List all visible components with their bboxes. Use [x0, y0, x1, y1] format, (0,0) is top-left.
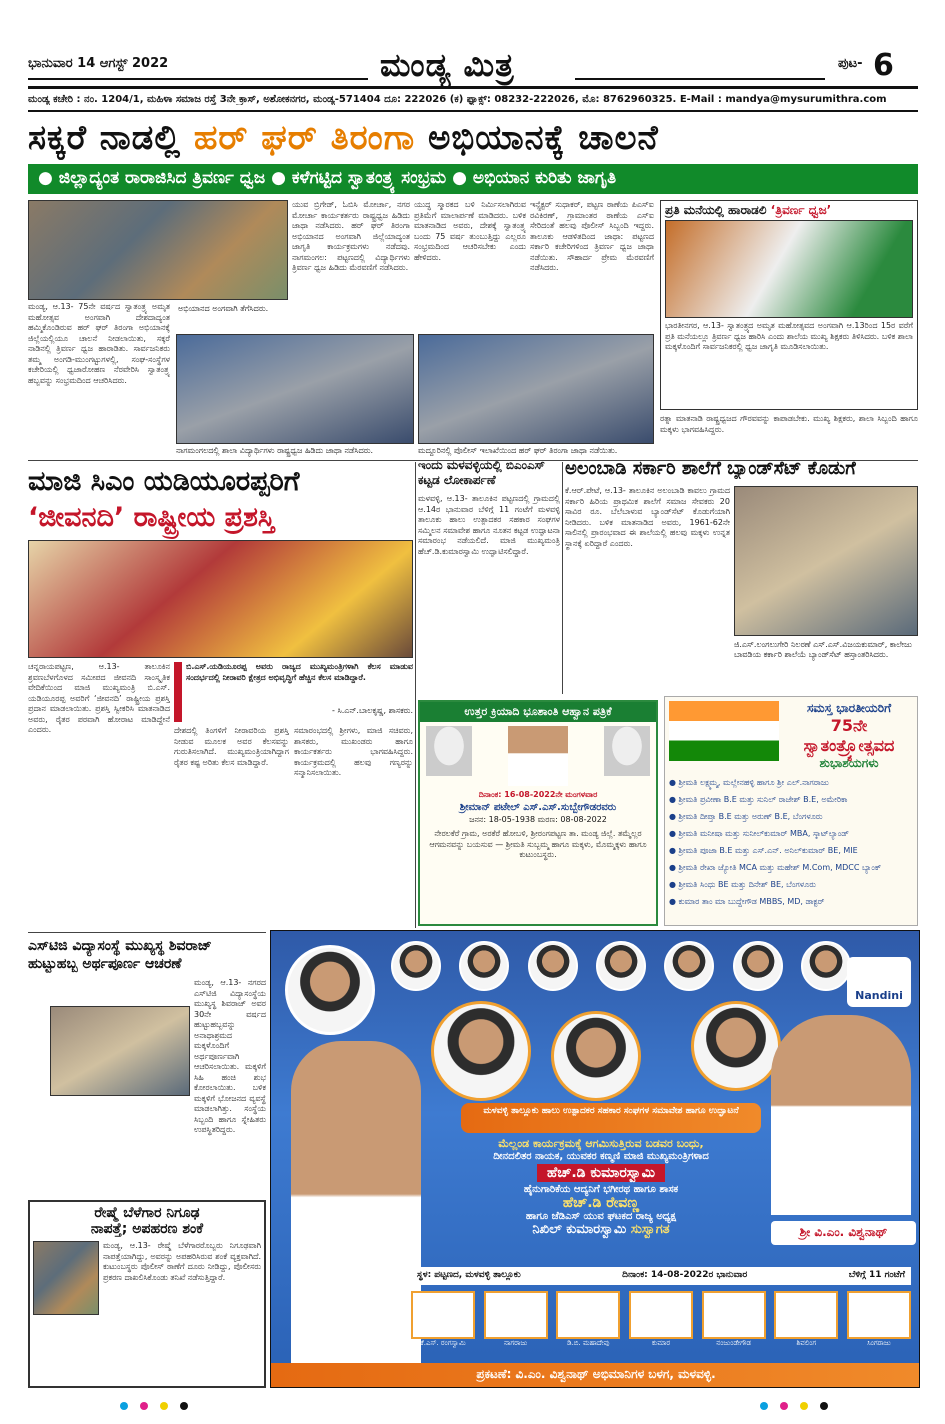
greeting-item: ● ಶ್ರೀಮತಿ ದೀಪ್ತಾ B.E ಮತ್ತು ಅರುಣ್ B.E, ಬೆಂಗಳೂರು [669, 812, 823, 821]
host-portrait [771, 1015, 911, 1215]
greeting-item: ● ಶ್ರೀಮತಿ ಮನೀಷಾ ಮತ್ತು ಸುನೀಲ್‌ಕುಮಾರ್ MBA, ಸ್ಕಾಟ್‌ಲ್ಯಾಂಡ್ [669, 829, 849, 838]
event-time: ಬೆಳಿಗ್ಗೆ 11 ಗಂಟೆಗೆ [848, 1270, 905, 1280]
birthday-headline-2: ಹುಟ್ಟುಹಬ್ಬ ಅರ್ಥಪೂರ್ಣ ಆಚರಣೆ [28, 956, 182, 972]
bsy-headline-1: ಮಾಜಿ ಸಿಎಂ ಯಡಿಯೂರಪ್ಪರಿಗೆ [28, 466, 300, 497]
police-photo [418, 334, 654, 444]
band-set-photo [734, 486, 918, 636]
greetings-ad [664, 696, 918, 926]
flag-box-title-b: ‘ತ್ರಿವರ್ಣ ಧ್ವಜ’ [770, 203, 832, 217]
event-name-3-row [411, 1222, 791, 1237]
greetings-wish: ಶುಭಾಶಯಗಳು [819, 756, 879, 770]
silk-headline-1: ರೇಷ್ಮೆ ಬೆಳೆಗಾರ ನಿಗೂಢ [94, 1205, 200, 1221]
leader-thumb [596, 941, 646, 991]
flag-box [660, 200, 918, 410]
silk-headline-2: ನಾಪತ್ತೆ; ಅಪಹರಣ ಶಂಕೆ [90, 1221, 204, 1237]
ad-footer: ಪ್ರಕಟಣೆ: ವಿ.ಎಂ. ವಿಶ್ವನಾಥ್ ಅಭಿಮಾನಿಗಳ ಬಳಗ, ಮಳವಳ್ಳಿ. [271, 1363, 920, 1387]
memorial-title: ಉತ್ತರ ಕ್ರಿಯಾದಿ ಭೂಶಾಂತಿ ಆಹ್ವಾನ ಪತ್ರಿಕೆ [420, 702, 656, 722]
guest-portrait-2 [551, 1011, 641, 1101]
story-col-3: ಯುದ್ಧ ಸ್ಮಾರಕದ ಬಳಿ ನಿರ್ಮಿಸಲಾಗಿರುವ ಪ್ರತಿಮೆಗೆ ಮಾಲಾರ್ಪಣೆ ಮಾಡಿದರು. ಬಳಿಕ ಮಾತನಾಡಿದ ಅವರು, ದೇಶಕ್ಕೆ ಸ್ವಾತಂತ್ರ್ಯ ಬಂದು 75 ವರ್ಷ ತುಂಬುತ್ತಿದ್ದು ಎಲ್ಲರೂ ಸಂಭ್ರಮದಿಂದ ಆಚರಿಸಬೇಕು ಎಂದು ಹೇಳಿದರು. [414, 200, 526, 262]
award-photo [28, 540, 413, 658]
greeting-item: ● ಶ್ರೀಮತಿ ಪ್ರವೀಣಾ B.E ಮತ್ತು ಸುನಿಲ್ ರಾಜೇಶ್ B.E, ಅಮೇರಿಕಾ [669, 795, 848, 804]
greetings-title: ಸಮಸ್ತ ಭಾರತೀಯರಿಗೆ [806, 701, 892, 715]
masthead-rule-right [575, 78, 825, 80]
silk-farmer-box [28, 1200, 266, 1388]
greeting-item: ● ಶ್ರೀಮತಿ ಪೂಜಾ B.E ಮತ್ತು ಎಸ್.ಎನ್. ಅನಿಲ್‌ಕುಮಾರ್ BE, MIE [669, 846, 858, 855]
event-info-strip [411, 1267, 911, 1285]
organizer: ಕುಮಾರ [629, 1291, 693, 1361]
memorial-dates: ಜನನ: 18-05-1938 ಮರಣ: 08-08-2022 [469, 815, 607, 824]
organizer: ಡಿ.ಬಿ. ಮಹಾದೇವು [556, 1291, 620, 1361]
column-rule [562, 462, 563, 694]
rally-caption: ಅಭಿಯಾನದ ಅಂಗವಾಗಿ ತೆಗೆಸಿದರು. [178, 304, 269, 313]
flag-box-below: ರತ್ನಾ ಮಾತನಾಡಿ ರಾಷ್ಟ್ರಧ್ವಜದ ಗೌರವವನ್ನು ಕಾಪಾಡಬೇಕು. ಮುಖ್ಯ ಶಿಕ್ಷಕರು, ಶಾಲಾ ಸಿಬ್ಬಂದಿ ಹಾಗೂ ಮಕ್ಕಳು ಭಾಗವಹಿಸಿದ್ದರು. [660, 414, 918, 434]
event-name-1: ಹೆಚ್.ಡಿ ಕುಮಾರಸ್ವಾಮಿ [537, 1164, 665, 1182]
flag-box-title-a: ಪ್ರತಿ ಮನೆಯಲ್ಲಿ ಹಾರಾಡಲಿ [665, 203, 771, 217]
event-date: ದಿನಾಂಕ: 14-08-2022ರ ಭಾನುವಾರ [622, 1270, 748, 1280]
office-address: ಮಂಡ್ಯ ಕಚೇರಿ : ನಂ. 1204/1, ಮಹಿಳಾ ಸಮಾಜ ರಸ್ತೆ 3ನೇ ಕ್ರಾಸ್, ಅಶೋಕನಗರ, ಮಂಡ್ಯ-571404 ದೂ: 222026 (ಕ) ಫ್ಯಾಕ್ಸ್: 08232-222026, ಮೊ: 8762960325. E-Mail : mandya@mysurumithra.com [28, 94, 887, 105]
organizer: ನಾಗರಾಜು [484, 1291, 548, 1361]
page-label: ಪುಟ- [838, 56, 863, 71]
organizer: ನಂಜುಂಡೇಗೌಡ [702, 1291, 766, 1361]
story-col-2: ಯುವ ಬ್ರಿಗೇಡ್, ಓಬಿಸಿ ಮೋರ್ಚಾ, ನಗರ ಮೋರ್ಚಾ ಕಾರ್ಯಕರ್ತರು ರಾಷ್ಟ್ರಧ್ವಜ ಹಿಡಿದು ಜಾಥಾ ನಡೆಸಿದರು. ಹರ್ ಘರ್ ತಿರಂಗಾ ಅಭಿಯಾನದ ಅಂಗವಾಗಿ ಜಿಲ್ಲೆಯಾದ್ಯಂತ ಜಾಗೃತಿ ಕಾರ್ಯಕ್ರಮಗಳು ನಡೆದವು. ನಾಗಮಂಗಲ: ಪಟ್ಟಣದಲ್ಲಿ ವಿದ್ಯಾರ್ಥಿಗಳು ತ್ರಿವರ್ಣ ಧ್ವಜ ಹಿಡಿದು ಮೆರವಣಿಗೆ ನಡೆಸಿದರು. [292, 200, 410, 272]
hdk-portrait [291, 1041, 421, 1381]
rally-photo [28, 200, 288, 300]
bsy-headline-2: ‘ಜೀವನದಿ’ ರಾಷ್ಟ್ರೀಯ ಪ್ರಶಸ್ತಿ [28, 502, 275, 533]
print-registration-strip [0, 1400, 945, 1412]
column-rule [415, 462, 416, 928]
story-col-1: ಮಂಡ್ಯ, ಆ.13- 75ನೇ ವರ್ಷದ ಸ್ವಾತಂತ್ರ್ಯ ಅಮೃತ ಮಹೋತ್ಸವ ಅಂಗವಾಗಿ ದೇಶದಾದ್ಯಂತ ಹಮ್ಮಿಕೊಂಡಿರುವ ಹರ್ ಘರ್ ತಿರಂಗಾ ಅಭಿಯಾನಕ್ಕೆ ಜಿಲ್ಲೆಯಲ್ಲಿಯೂ ಚಾಲನೆ ನೀಡಲಾಯಿತು, ಸಕ್ಕರೆ ನಾಡಿನಲ್ಲಿ ತ್ರಿವರ್ಣ ಧ್ವಜ ಹಾರಾಡಿತು. ಸಾರ್ವಜನಿಕರು ತಮ್ಮ ಅಂಗಡಿ-ಮುಂಗಟ್ಟುಗಳಲ್ಲಿ, ಸಂಘ-ಸಂಸ್ಥೆಗಳ ಕಚೇರಿಯಲ್ಲಿ ಧ್ವಜಾರೋಹಣ ನೆರವೇರಿಸಿ ಸ್ವಾತಂತ್ರ್ಯ ಹಬ್ಬವನ್ನು ಸಂಭ್ರಮದಿಂದ ಆಚರಿಸಿದರು. [28, 302, 170, 385]
flag-box-title [661, 201, 917, 220]
bsy-quote: ಬಿ.ಎಸ್.ಯಡಿಯೂರಪ್ಪ ಅವರು ರಾಜ್ಯದ ಮುಖ್ಯಮಂತ್ರಿಗಳಾಗಿ ಕೆಲಸ ಮಾಡುವ ಸಂದರ್ಭದಲ್ಲಿ ನೀರಾವರಿ ಕ್ಷೇತ್ರದ ಅಭಿವೃದ್ಧಿಗೆ ಹೆಚ್ಚಿನ ಕೆಲಸ ಮಾಡಿದ್ದಾರೆ. [186, 662, 413, 682]
bull-icon-left [426, 726, 472, 776]
organizer: ಕೆ.ಎಸ್. ರಂಗಸ್ವಾಮಿ [411, 1291, 475, 1361]
bsy-col-2: ದೇಶದಲ್ಲಿ ತಿಂಗಳಿಗೆ ನೀರಾವರಿಯ ಪ್ರಶಸ್ತಿ ನೀಡುವ ಮೂಲಕ ಅವರ ಕೆಲಸವನ್ನು ಗುರುತಿಸಲಾಗಿದೆ. ಮುಖ್ಯಮಂತ್ರಿಯಾಗಿದ್ದಾಗ ರೈತರ ಕಷ್ಟ ಅರಿತು ಕೆಲಸ ಮಾಡಿದ್ದಾರೆ. [174, 726, 289, 767]
leader-thumb [528, 941, 578, 991]
greeting-item: ● ಶ್ರೀಮತಿ ರೇಖಾ ಜ್ಯೋತಿ MCA ಮತ್ತು ಮಹೇಶ್ M.Com, MDCC ಬ್ಯಾಂಕ್ [669, 863, 882, 872]
leader-thumb [459, 941, 509, 991]
band-set-headline: ಅಲಂಬಾಡಿ ಸರ್ಕಾರಿ ಶಾಲೆಗೆ ಬ್ಯಾಂಡ್‌ಸೆಟ್ ಕೊಡುಗೆ [565, 458, 856, 479]
event-message [411, 1137, 791, 1263]
indian-flag-icon [669, 701, 779, 761]
event-line-4: ಹಾಗೂ ಜೆಡಿಎಸ್ ಯುವ ಘಟಕದ ರಾಜ್ಯ ಅಧ್ಯಕ್ಷ [525, 1211, 677, 1222]
silk-farmer-photo [33, 1241, 99, 1315]
masthead-rule-left [28, 78, 368, 80]
greeting-item: ● ಶ್ರೀಮತಿ ಸಿಂಧು BE ಮತ್ತು ದಿನೇಶ್ BE, ಬೆಂಗಳೂರು [669, 880, 816, 889]
organizer: ಸಿಂಗರಾಜು [847, 1291, 911, 1361]
birthday-text [28, 978, 266, 1200]
bms-text: ಮಳವಳ್ಳಿ, ಆ.13- ತಾಲೂಕಿನ ಪಟ್ಟಣದಲ್ಲಿ ಗ್ರಾಮದಲ್ಲಿ ಆ.14ರ ಭಾನುವಾರ ಬೆಳಿಗ್ಗೆ 11 ಗಂಟೆಗೆ ಮಳವಳ್ಳಿ ತಾಲೂಕು ಹಾಲು ಉತ್ಪಾದಕರ ಸಹಕಾರ ಸಂಘಗಳ ಸಮ್ಮಿಲನ ಸಮಾವೇಶ ಹಾಗೂ ನೂತನ ಕಟ್ಟಡ ಉದ್ಘಾಟನಾ ಸಮಾರಂಭ ನಡೆಯಲಿದೆ. ಮಾಜಿ ಮುಖ್ಯಮಂತ್ರಿ ಹೆಚ್.ಡಿ.ಕುಮಾರಸ್ವಾಮಿ ಉದ್ಘಾಟಿಸಲಿದ್ದಾರೆ. [418, 494, 560, 556]
leader-thumb [391, 941, 441, 991]
host-name: ಶ್ರೀ ವಿ.ಎಂ. ವಿಶ್ವನಾಥ್ [771, 1221, 916, 1245]
event-name-2: ಹೆಚ್.ಡಿ ರೇವಣ್ಣ [562, 1195, 640, 1211]
memorial-portrait [508, 726, 568, 786]
bms-headline: ಇಂದು ಮಳವಳ್ಳಿಯಲ್ಲಿ ಬಿಎಂಎಸ್ ಕಟ್ಟಡ ಲೋಕಾರ್ಪಣೆ [418, 458, 545, 487]
event-band: ಮಳವಳ್ಳಿ ತಾಲ್ಲೂಕು ಹಾಲು ಉತ್ಪಾದಕರ ಸಹಕಾರ ಸಂಘಗಳ ಸಮಾವೇಶ ಹಾಗೂ ಉದ್ಘಾಟನೆ [461, 1103, 761, 1133]
birthday-body: ಮಂಡ್ಯ, ಆ.13- ನಗರದ ಎಸ್‌ಟಿಜಿ ವಿದ್ಯಾಸಂಸ್ಥೆಯ ಮುಖ್ಯಸ್ಥ ಶಿವರಾಜ್ ಅವರ 30ನೇ ವರ್ಷದ ಹುಟ್ಟುಹಬ್ಬವನ್ನು ಅನಾಥಾಶ್ರಮದ ಮಕ್ಕಳೊಂದಿಗೆ ಅರ್ಥಪೂರ್ಣವಾಗಿ ಆಚರಿಸಲಾಯಿತು. ಮಕ್ಕಳಿಗೆ ಸಿಹಿ ಹಂಚಿ ಶುಭ ಕೋರಲಾಯಿತು. ಬಳಿಕ ಮಕ್ಕಳಿಗೆ ಭೋಜನದ ವ್ಯವಸ್ಥೆ ಮಾಡಲಾಗಿತ್ತು. ಸಂಸ್ಥೆಯ ಸಿಬ್ಬಂದಿ ಹಾಗೂ ಸ್ನೇಹಿತರು ಉಪಸ್ಥಿತರಿದ್ದರು. [194, 978, 266, 1134]
greetings-sub: 75ನೇ ಸ್ವಾತಂತ್ರ್ಯೋತ್ಸವದ [803, 716, 895, 755]
bull-icon-right [604, 726, 650, 776]
bsy-col-1: ಚನ್ನರಾಯಪಟ್ಟಣ, ಆ.13- ತಾಲೂಕಿನ ಶ್ರವಣಬೆಳಗೊಳದ ಸಮೀಪದ ಜೀವನದಿ ಸಾಂಸ್ಕೃತಿಕ ವೇದಿಕೆಯಿಂದ ಮಾಜಿ ಮುಖ್ಯಮಂತ್ರಿ ಬಿ.ಎಸ್. ಯಡಿಯೂರಪ್ಪ ಅವರಿಗೆ ‘ಜೀವನದಿ’ ರಾಷ್ಟ್ರೀಯ ಪ್ರಶಸ್ತಿ ಪ್ರದಾನ ಮಾಡಲಾಯಿತು. ಪ್ರಶಸ್ತಿ ಸ್ವೀಕರಿಸಿ ಮಾತನಾಡಿದ ಅವರು, ರೈತರ ಪರವಾಗಿ ಹೋರಾಟ ಮಾಡಿದ್ದೇನೆ ಎಂದರು. [28, 662, 170, 734]
newspaper-logo: ಮಂಡ್ಯ ಮಿತ್ರ [380, 46, 515, 84]
silk-text: ಮಂಡ್ಯ, ಆ.13- ರೇಷ್ಮೆ ಬೆಳೆಗಾರರೊಬ್ಬರು ನಿಗೂಢವಾಗಿ ನಾಪತ್ತೆಯಾಗಿದ್ದು, ಅವರನ್ನು ಅಪಹರಿಸಿರುವ ಶಂಕೆ ವ್ಯಕ್ತವಾಗಿದೆ. ಕುಟುಂಬಸ್ಥರು ಪೊಲೀಸ್ ಠಾಣೆಗೆ ದೂರು ನೀಡಿದ್ದು, ಪೊಲೀಸರು ಪ್ರಕರಣ ದಾಖಲಿಸಿಕೊಂಡು ತನಿಖೆ ನಡೆಸುತ್ತಿದ್ದಾರೆ. [103, 1241, 261, 1282]
flag-box-text: ಭಾರತೀನಗರ, ಆ.13- ಸ್ವಾತಂತ್ರ್ಯದ ಅಮೃತ ಮಹೋತ್ಸವದ ಅಂಗವಾಗಿ ಆ.13ರಿಂದ 15ರ ವರೆಗೆ ಪ್ರತಿ ಮನೆಯಲ್ಲೂ ತ್ರಿವರ್ಣ ಧ್ವಜ ಹಾರಿಸಿ ಎಂದು ಶಾಲೆಯ ಮುಖ್ಯ ಶಿಕ್ಷಕರು ತಿಳಿಸಿದರು. ಬಳಿಕ ಶಾಲಾ ಮಕ್ಕಳೊಂದಿಗೆ ಸಾರ್ವಜನಿಕರಲ್ಲಿ ಧ್ವಜ ಜಾಗೃತಿ ಮೂಡಿಸಲಾಯಿತು. [665, 321, 913, 351]
issue-date: ಭಾನುವಾರ 14 ಆಗಸ್ಟ್ 2022 [28, 56, 169, 71]
greeting-item: ● ಕುಮಾರ ತಾಂ ಮಾ ಬುದ್ದೇಗೌಡ MBBS, MD, ಡಾಕ್ಟರ್ [669, 897, 825, 906]
guest-portrait-3 [691, 1001, 781, 1091]
headline-subbar: ● ಜಿಲ್ಲಾದ್ಯಂತ ರಾರಾಜಿಸಿದ ತ್ರಿವರ್ಣ ಧ್ವಜ ● ಕಳೆಗಟ್ಟಿದ ಸ್ವಾತಂತ್ರ್ಯ ಸಂಭ್ರಮ ● ಅಭಿಯಾನ ಕುರಿತು ಜಾಗೃತಿ [28, 164, 918, 194]
main-headline [28, 118, 918, 158]
police-caption: ಮದ್ದೂರಿನಲ್ಲಿ ಪೊಲೀಸ್ ಇಲಾಖೆಯಿಂದ ಹರ್ ಘರ್ ತಿರಂಗಾ ಜಾಥಾ ನಡೆಯಿತು. [418, 446, 618, 455]
memorial-name: ಶ್ರೀಮಾನ್ ಪಟೇಲ್ ಎಸ್.ಎಸ್.ಸುಬ್ಬೇಗೌಡರವರು [459, 802, 617, 813]
band-set-text: ಕೆ.ಆರ್.ಪೇಟೆ, ಆ.13- ತಾಲೂಕಿನ ಅಲಂಬಾಡಿ ಕಾವಲು ಗ್ರಾಮದ ಸರ್ಕಾರಿ ಹಿರಿಯ ಪ್ರಾಥಮಿಕ ಶಾಲೆಗೆ ಸಮಾಜ ಸೇವಕರು 20 ಸಾವಿರ ರೂ. ಬೆಲೆಬಾಳುವ ಬ್ಯಾಂಡ್‌ಸೆಟ್ ಕೊಡುಗೆಯಾಗಿ ನೀಡಿದರು. ಬಳಿಕ ಮಾತನಾಡಿದ ಅವರು, 1961-62ನೇ ಸಾಲಿನಲ್ಲಿ ಪ್ರಾರಂಭವಾದ ಈ ಶಾಲೆಯಲ್ಲಿ ಹಲವು ಮಕ್ಕಳು ಉನ್ನತ ಸ್ಥಾನಕ್ಕೆ ಏರಿದ್ದಾರೆ ಎಂದರು. [565, 486, 730, 548]
address-divider [28, 110, 918, 112]
organizers-row [411, 1291, 911, 1361]
memorial-ad [418, 700, 658, 926]
story-col-4: ಇನ್ಸ್ಪೆಕ್ಟರ್ ಸುಧಾಕರ್, ಪಟ್ಟಣ ಠಾಣೆಯ ಪಿಎಸ್‌ಐ ರವಿಕಿರಣ್, ಗ್ರಾಮಾಂತರ ಠಾಣೆಯ ಎಸ್‌ಐ ಸೇರಿದಂತೆ ಹಲವು ಪೊಲೀಸ್ ಸಿಬ್ಬಂದಿ ಇದ್ದರು. ತಾಲೂಕು ಆಡಳಿತದಿಂದ ಜಾಥಾ: ಪಟ್ಟಣದ ಸರ್ಕಾರಿ ಕಚೇರಿಗಳಿಂದ ತ್ರಿವರ್ಣ ಧ್ವಜ ಜಾಥಾ ನಡೆಯಿತು. ಸೌಹಾರ್ದ ಪ್ರೇಮ ಮೆರವಣಿಗೆ ನಡೆಸಿದರು. [530, 200, 654, 272]
flag-students-photo [665, 220, 913, 318]
band-set-caption: ಜಿ.ಎಸ್.ಲಂಗಲುಗೇರಿ ನಿಲರಣೆ ಎಸ್.ಎಸ್.ವಿಜಯಕುಮಾರ್, ಕಾಲೇಜು ಬಾವಡಿಯ ಕರ್ಕಾರಿ ಶಾಲೆಯೆ ಬ್ಯಾಂಡ್‌ಸೆಟ್ ಹಸ್ತಾಂತರಿಸಿದರು. [734, 640, 912, 659]
leader-thumb [801, 941, 851, 991]
greeting-item: ● ಶ್ರೀಮತಿ ಲಕ್ಷ್ಮಮ್ಮ, ಮಲ್ಲೇನಹಳ್ಳಿ ಹಾಗೂ ಶ್ರೀ ಎಲ್.ನಾಗರಾಜು [669, 778, 829, 787]
masthead-divider [28, 86, 918, 89]
birthday-headline-1: ಎಸ್‌ಟಿಜಿ ವಿದ್ಯಾಸಂಸ್ಥೆ ಮುಖ್ಯಸ್ಥ ಶಿವರಾಜ್ [28, 938, 212, 954]
event-place: ಸ್ಥಳ: ಪಟ್ಟಣದ, ಮಳವಳ್ಳಿ ತಾಲ್ಲೂಕು [417, 1270, 521, 1280]
memorial-event-date: ದಿನಾಂಕ: 16-08-2022ನೇ ಮಂಗಳವಾರ [478, 790, 598, 799]
leader-photo [285, 945, 375, 1035]
event-name-3: ನಿಖಿಲ್ ಕುಮಾರಸ್ವಾಮಿ [532, 1222, 627, 1237]
guest-portrait-1 [431, 1001, 531, 1101]
event-line-2: ದೀನದಲಿತರ ನಾಯಕ, ಯುವಕರ ಕಣ್ಮಣಿ ಮಾಜಿ ಮುಖ್ಯಮಂತ್ರಿಗಳಾದ [493, 1151, 709, 1162]
page-number: 6 [873, 48, 894, 83]
bsy-col-3: ಸಮಾರಂಭದಲ್ಲಿ ಶ್ರೀಗಳು, ಮಾಜಿ ಸಚಿವರು, ಶಾಸಕರು, ಮುಖಂಡರು ಹಾಗೂ ಕಾರ್ಯಕರ್ತರು ಭಾಗವಹಿಸಿದ್ದರು. ಕಾರ್ಯಕ್ರಮದಲ್ಲಿ ಹಲವು ಗಣ್ಯರನ್ನು ಸನ್ಮಾನಿಸಲಾಯಿತು. [294, 726, 413, 777]
students-photo [176, 334, 414, 444]
dairy-event-ad [270, 930, 920, 1388]
event-welcome: ಸುಸ್ವಾಗತ [630, 1222, 670, 1237]
memorial-details: ನೇರಲಕೆರೆ ಗ್ರಾಮ, ಅರಕೆರೆ ಹೋಬಳಿ, ಶ್ರೀರಂಗಪಟ್ಟಣ ತಾ. ಮಂಡ್ಯ ಜಿಲ್ಲೆ. ತಮ್ಮೆಲ್ಲರ ಆಗಮನವನ್ನು ಬಯಸುವ — ಶ್ರೀಮತಿ ಸುಬ್ಬಮ್ಮ ಹಾಗೂ ಮಕ್ಕಳು, ಮೊಮ್ಮಕ್ಕಳು ಹಾಗೂ ಕುಟುಂಬಸ್ಥರು. [429, 829, 647, 859]
headline-part-1: ಸಕ್ಕರೆ ನಾಡಲ್ಲಿ [28, 118, 194, 158]
greetings-list [669, 777, 913, 907]
organizer: ಶಿವಲಿಂಗ [774, 1291, 838, 1361]
section-divider-2 [28, 932, 266, 933]
headline-part-2: ಹರ್ ಘರ್ ತಿರಂಗಾ [193, 118, 416, 158]
event-line-3: ಹೈನುಗಾರಿಕೆಯ ಆದ್ಯನಿಗೆ ಭಗೀರಥ ಹಾಗೂ ಶಾಸಕ [523, 1184, 679, 1195]
students-caption: ನಾಗಮಂಗಲದಲ್ಲಿ ಶಾಲಾ ವಿದ್ಯಾರ್ಥಿಗಳು ರಾಷ್ಟ್ರಧ್ವಜ ಹಿಡಿದು ಜಾಥಾ ನಡೆಸಿದರು. [176, 446, 374, 455]
nandini-logo: Nandini [847, 957, 911, 1007]
event-line-1: ಮೆಲ್ಲಂಡ ಕಾರ್ಯಕ್ರಮಕ್ಕೆ ಆಗಮಿಸುತ್ತಿರುವ ಬಡವರ ಬಂಧು, [498, 1137, 704, 1150]
bsy-quote-by: - ಸಿ.ಎನ್.ಬಾಲಕೃಷ್ಣ, ಶಾಸಕರು. [332, 706, 413, 715]
headline-part-3: ಅಭಿಯಾನಕ್ಕೆ ಚಾಲನೆ [415, 118, 659, 158]
bsy-quote-box [174, 662, 413, 722]
leader-thumb [664, 941, 714, 991]
leaders-row [391, 941, 851, 997]
leader-thumb [733, 941, 783, 991]
